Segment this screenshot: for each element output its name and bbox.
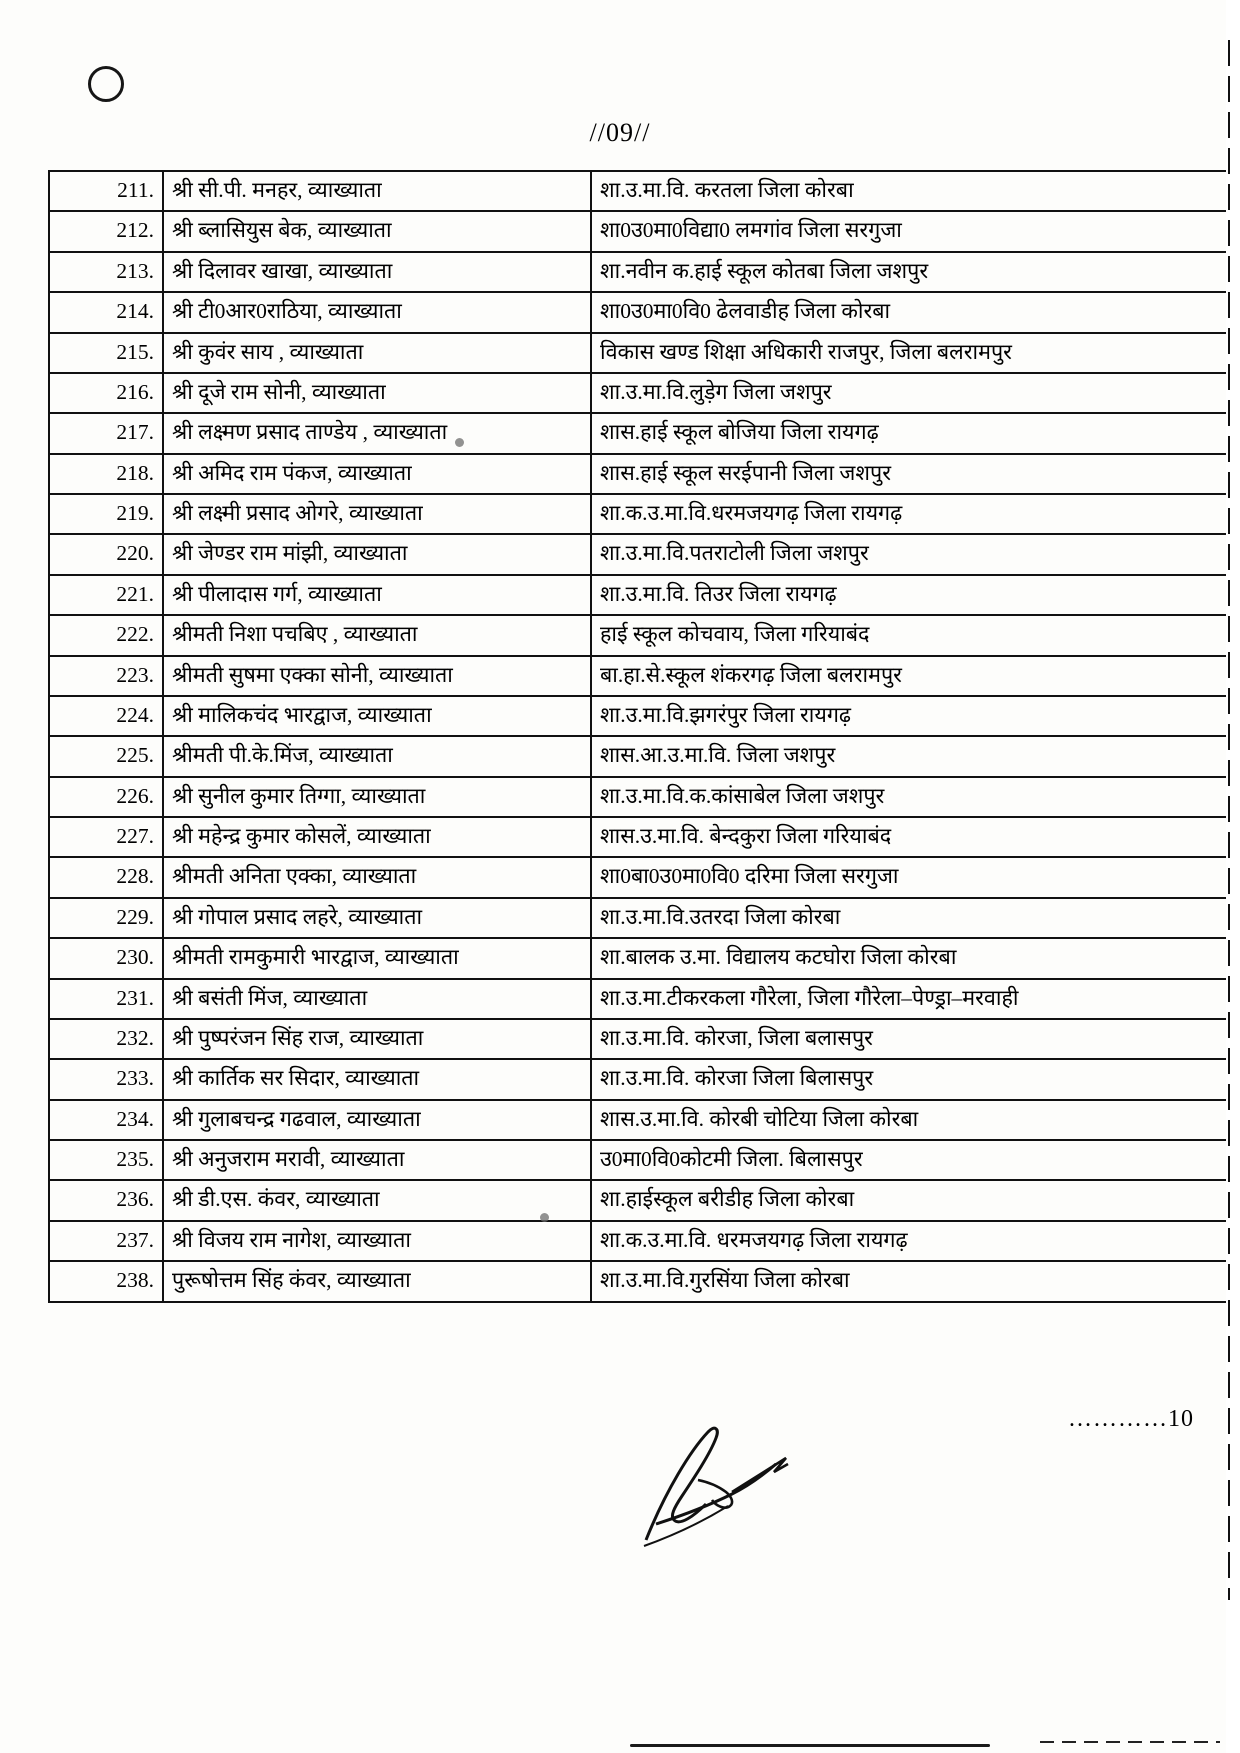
table-row [49,413,1240,453]
table-row [49,494,1240,534]
row-posting-place: शा.उ.मा.वि.झगरंपुर जिला रायगढ़ [591,696,1240,736]
table-row [49,1261,1240,1301]
row-posting-place: शा.उ.मा.वि. करतला जिला कोरबा [591,171,1240,211]
row-serial-number: 212. [49,211,163,251]
footer-page-number: …………10 [1068,1406,1194,1432]
table-row [49,979,1240,1019]
row-person-name: श्री ब्लासियुस बेक, व्याख्याता [163,211,591,251]
scan-edge-artifact [1226,0,1240,1753]
row-posting-place: शास.उ.मा.वि. बेन्दकुरा जिला गरियाबंद [591,817,1240,857]
hole-punch-icon [88,66,124,102]
row-person-name: श्री जेण्डर राम मांझी, व्याख्याता [163,534,591,574]
scan-edge-artifact-bottom [600,1739,1220,1749]
row-person-name: श्री अनुजराम मरावी, व्याख्याता [163,1140,591,1180]
row-serial-number: 234. [49,1100,163,1140]
row-posting-place: उ0मा0वि0कोटमी जिला. बिलासपुर [591,1140,1240,1180]
row-posting-place: शास.उ.मा.वि. कोरबी चोटिया जिला कोरबा [591,1100,1240,1140]
row-posting-place: शास.आ.उ.मा.वि. जिला जशपुर [591,736,1240,776]
roster-table-container [48,170,1194,1303]
row-serial-number: 229. [49,898,163,938]
table-row [49,211,1240,251]
table-row [49,454,1240,494]
row-serial-number: 226. [49,777,163,817]
row-person-name: श्री दूजे राम सोनी, व्याख्याता [163,373,591,413]
row-posting-place: शा.उ.मा.वि. तिउर जिला रायगढ़ [591,575,1240,615]
row-posting-place: शास.हाई स्कूल सरईपानी जिला जशपुर [591,454,1240,494]
table-row [49,292,1240,332]
roster-table [48,170,1240,1303]
row-person-name: श्री मालिकचंद भारद्वाज, व्याख्याता [163,696,591,736]
table-row [49,696,1240,736]
row-person-name: श्री टी0आर0राठिया, व्याख्याता [163,292,591,332]
signature-mark [636,1420,816,1570]
row-person-name: श्री पुष्परंजन सिंह राज, व्याख्याता [163,1019,591,1059]
row-posting-place: शा0बा0उ0मा0वि0 दरिमा जिला सरगुजा [591,857,1240,897]
row-posting-place: शा.हाईस्कूल बरीडीह जिला कोरबा [591,1180,1240,1220]
row-serial-number: 218. [49,454,163,494]
row-serial-number: 222. [49,615,163,655]
table-row [49,1180,1240,1220]
row-posting-place: शा.उ.मा.टीकरकला गौरेला, जिला गौरेला–पेण्ड्रा–मरवाही [591,979,1240,1019]
row-serial-number: 220. [49,534,163,574]
row-posting-place: शा.उ.मा.वि.पतराटोली जिला जशपुर [591,534,1240,574]
row-posting-place: शा0उ0मा0वि0 ढेलवाडीह जिला कोरबा [591,292,1240,332]
row-posting-place: शा.उ.मा.वि.उतरदा जिला कोरबा [591,898,1240,938]
table-row [49,656,1240,696]
row-posting-place: शा.उ.मा.वि. कोरजा, जिला बलासपुर [591,1019,1240,1059]
table-row [49,777,1240,817]
row-person-name: श्रीमती सुषमा एक्का सोनी, व्याख्याता [163,656,591,696]
row-person-name: श्री लक्ष्मण प्रसाद ताण्डेय , व्याख्याता [163,413,591,453]
table-row [49,938,1240,978]
row-serial-number: 219. [49,494,163,534]
table-row [49,1221,1240,1261]
row-posting-place: शा.उ.मा.वि.क.कांसाबेल जिला जशपुर [591,777,1240,817]
table-row [49,1140,1240,1180]
table-row [49,373,1240,413]
row-serial-number: 225. [49,736,163,776]
row-posting-place: शा.क.उ.मा.वि. धरमजयगढ़ जिला रायगढ़ [591,1221,1240,1261]
row-posting-place: शा.उ.मा.वि. कोरजा जिला बिलासपुर [591,1059,1240,1099]
row-serial-number: 231. [49,979,163,1019]
row-serial-number: 223. [49,656,163,696]
row-serial-number: 224. [49,696,163,736]
row-serial-number: 216. [49,373,163,413]
row-serial-number: 230. [49,938,163,978]
table-row [49,252,1240,292]
row-person-name: श्रीमती रामकुमारी भारद्वाज, व्याख्याता [163,938,591,978]
row-serial-number: 221. [49,575,163,615]
row-posting-place: शा.क.उ.मा.वि.धरमजयगढ़ जिला रायगढ़ [591,494,1240,534]
row-posting-place: शा0उ0मा0विद्या0 लमगांव जिला सरगुजा [591,211,1240,251]
row-person-name: श्री बसंती मिंज, व्याख्याता [163,979,591,1019]
row-person-name: श्री सी.पी. मनहर, व्याख्याता [163,171,591,211]
row-person-name: श्री डी.एस. कंवर, व्याख्याता [163,1180,591,1220]
row-serial-number: 235. [49,1140,163,1180]
row-serial-number: 236. [49,1180,163,1220]
table-row [49,736,1240,776]
table-row [49,898,1240,938]
row-person-name: श्री दिलावर खाखा, व्याख्याता [163,252,591,292]
row-serial-number: 237. [49,1221,163,1261]
row-person-name: श्री गुलाबचन्द्र गढवाल, व्याख्याता [163,1100,591,1140]
stray-ink-mark [455,438,464,447]
row-person-name: श्री महेन्द्र कुमार कोसलें, व्याख्याता [163,817,591,857]
row-posting-place: शा.बालक उ.मा. विद्यालय कटघोरा जिला कोरबा [591,938,1240,978]
table-row [49,817,1240,857]
table-row [49,333,1240,373]
row-person-name: श्री लक्ष्मी प्रसाद ओगरे, व्याख्याता [163,494,591,534]
row-posting-place: शा.उ.मा.वि.गुरसिंया जिला कोरबा [591,1261,1240,1301]
table-row [49,534,1240,574]
table-row [49,1019,1240,1059]
stray-ink-mark [540,1213,549,1222]
row-serial-number: 232. [49,1019,163,1059]
row-person-name: श्रीमती निशा पचबिए , व्याख्याता [163,615,591,655]
row-serial-number: 233. [49,1059,163,1099]
row-serial-number: 214. [49,292,163,332]
row-posting-place: बा.हा.से.स्कूल शंकरगढ़ जिला बलरामपुर [591,656,1240,696]
table-row [49,615,1240,655]
row-person-name: श्री विजय राम नागेश, व्याख्याता [163,1221,591,1261]
row-serial-number: 228. [49,857,163,897]
row-person-name: श्रीमती अनिता एक्का, व्याख्याता [163,857,591,897]
row-serial-number: 238. [49,1261,163,1301]
row-person-name: श्री पीलादास गर्ग, व्याख्याता [163,575,591,615]
row-person-name: श्री गोपाल प्रसाद लहरे, व्याख्याता [163,898,591,938]
row-serial-number: 217. [49,413,163,453]
row-person-name: श्री कुवंर साय , व्याख्याता [163,333,591,373]
row-posting-place: शा.उ.मा.वि.लुड़ेग जिला जशपुर [591,373,1240,413]
table-row [49,1059,1240,1099]
table-row [49,1100,1240,1140]
table-row [49,857,1240,897]
row-serial-number: 213. [49,252,163,292]
row-person-name: श्री कार्तिक सर सिदार, व्याख्याता [163,1059,591,1099]
row-person-name: श्री अमिद राम पंकज, व्याख्याता [163,454,591,494]
table-row [49,171,1240,211]
row-posting-place: हाई स्कूल कोचवाय, जिला गरियाबंद [591,615,1240,655]
row-person-name: पुरूषोत्तम सिंह कंवर, व्याख्याता [163,1261,591,1301]
row-posting-place: शा.नवीन क.हाई स्कूल कोतबा जिला जशपुर [591,252,1240,292]
row-serial-number: 215. [49,333,163,373]
row-posting-place: विकास खण्ड शिक्षा अधिकारी राजपुर, जिला बलरामपुर [591,333,1240,373]
row-person-name: श्रीमती पी.के.मिंज, व्याख्याता [163,736,591,776]
row-serial-number: 211. [49,171,163,211]
page-marker: //09// [589,118,651,147]
row-posting-place: शास.हाई स्कूल बोजिया जिला रायगढ़ [591,413,1240,453]
row-serial-number: 227. [49,817,163,857]
table-row [49,575,1240,615]
row-person-name: श्री सुनील कुमार तिग्गा, व्याख्याता [163,777,591,817]
